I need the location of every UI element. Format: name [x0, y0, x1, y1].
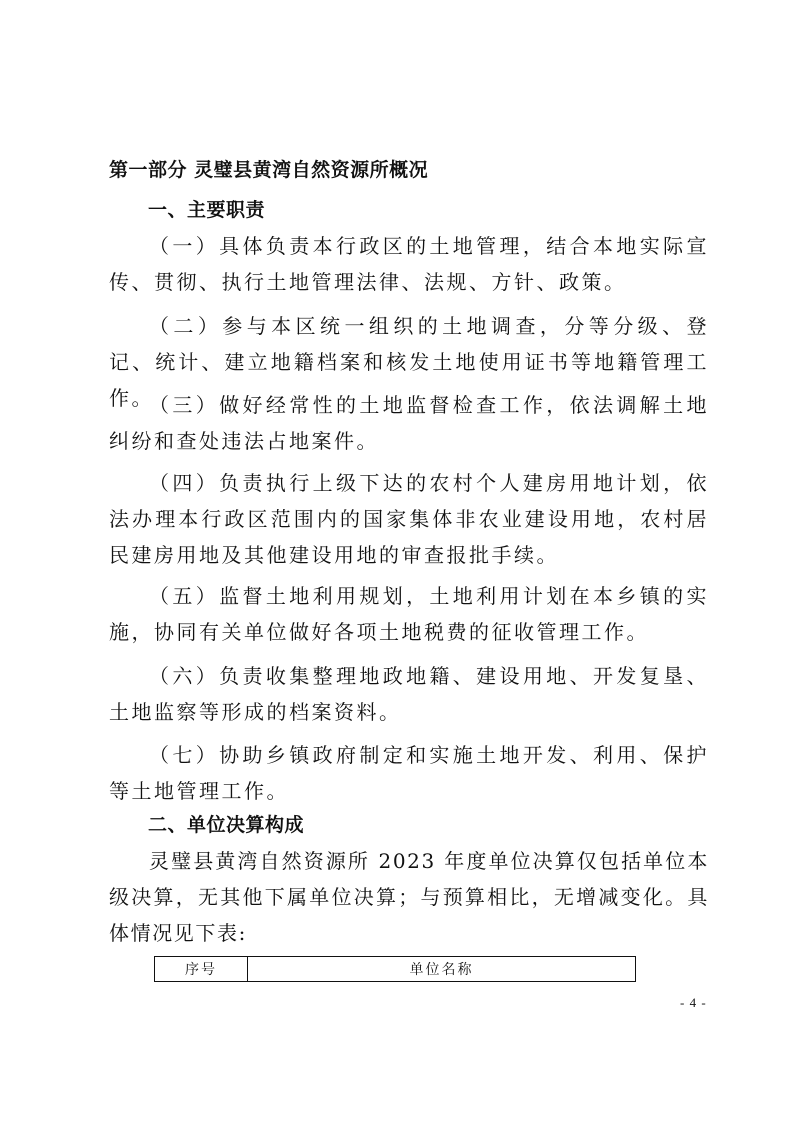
table-header-seq: 序号	[155, 957, 248, 981]
duty-paragraph-1: （一）具体负责本行政区的土地管理，结合本地实际宣传、贯彻、执行土地管理法律、法规、方针、政策。	[109, 234, 709, 294]
duty-paragraph-3: （三）做好经常性的土地监督检查工作，依法调解土地纠纷和查处违法占地案件。	[109, 393, 709, 453]
unit-composition-paragraph: 灵璧县黄湾自然资源所 2023 年度单位决算仅包括单位本级决算，无其他下属单位决算；与预算相比，无增减变化。具体情况见下表:	[109, 849, 709, 945]
unit-table	[154, 956, 636, 982]
duty-paragraph-4: （四）负责执行上级下达的农村个人建房用地计划，依法办理本行政区范围内的国家集体非农业建设用地，农村居民建房用地及其他建设用地的审查报批手续。	[109, 471, 709, 567]
duty-paragraph-2: （二）参与本区统一组织的土地调查，分等分级、登记、统计、建立地籍档案和核发土地使用证书等地籍管理工作。	[109, 314, 709, 410]
page-number: - 4 -	[680, 995, 707, 1010]
duty-paragraph-6: （六）负责收集整理地政地籍、建设用地、开发复垦、土地监察等形成的档案资料。	[109, 664, 709, 724]
section-title-main-duties: 一、主要职责	[148, 199, 266, 221]
duty-paragraph-7: （七）协助乡镇政府制定和实施土地开发、利用、保护等土地管理工作。	[109, 743, 709, 803]
section-title-unit-composition: 二、单位决算构成	[148, 814, 305, 836]
part-title: 第一部分 灵璧县黄湾自然资源所概况	[109, 159, 429, 181]
duty-paragraph-5: （五）监督土地利用规划，土地利用计划在本乡镇的实施，协同有关单位做好各项土地税费的征收管理工作。	[109, 584, 709, 644]
table-header-unit-name: 单位名称	[409, 962, 474, 978]
